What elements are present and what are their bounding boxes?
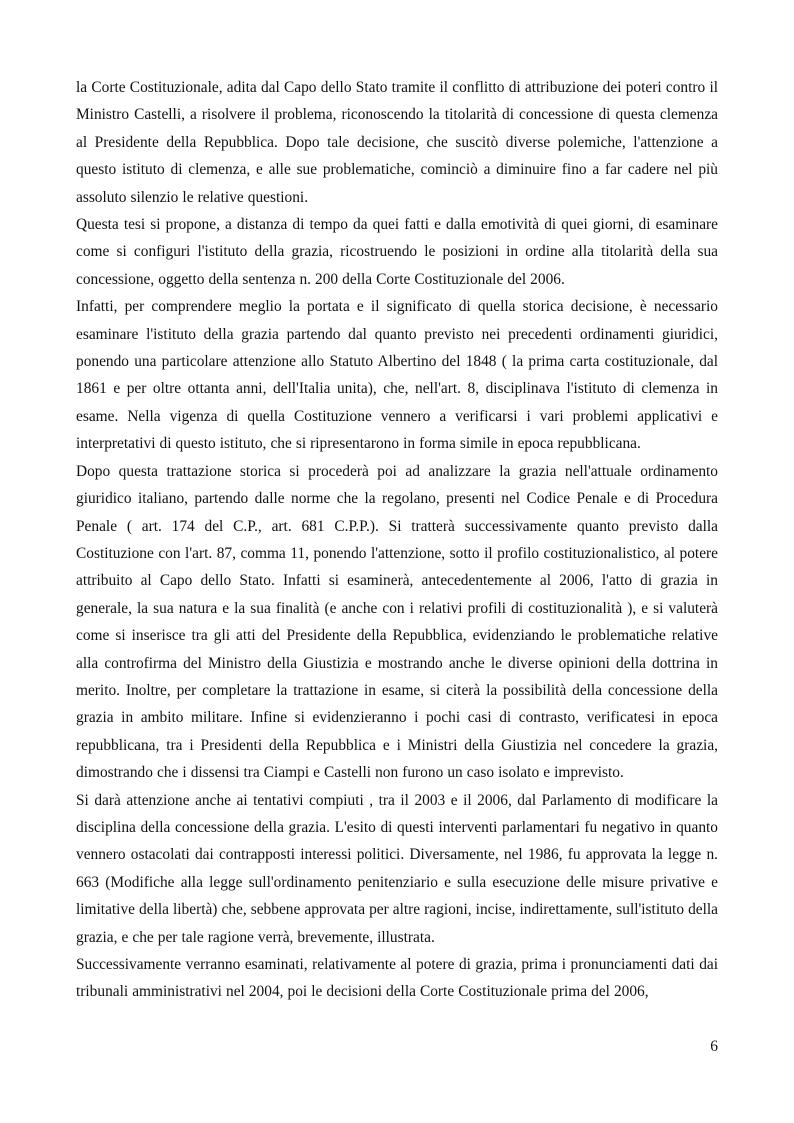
paragraph-intro-continuation: la Corte Costituzionale, adita dal Capo dello Stato tramite il conflitto di attribuzione dei poteri contro il Ministro Castelli, a risolvere il problema, riconoscendo la titolarità di concessione di questa clemenza al Presidente della Repubblica. Dopo tale decisione, che suscitò diverse polemiche, l'attenzione a questo istituto di clemenza, e alle sue problematiche, cominciò a diminuire fino a far cadere nel più assoluto silenzio le relative questioni. — [76, 79, 718, 206]
paragraph-statuto-albertino: Infatti, per comprendere meglio la portata e il significato di quella storica decisione, è necessario esaminare l'istituto della grazia partendo dal quanto previsto nei precedenti ordinamenti giuridici, ponendo una particolare attenzione allo Statuto Albertino del 1848 ( la prima carta costituzionale, dal 1861 e per oltre ottanta anni, dell'Italia unita), che, nell'art. 8, disciplinava l'istituto di clemenza in esame. Nella vigenza di quella Costituzione vennero a verificarsi i vari problemi applicativi e interpretativi di questo istituto, che si ripresentarono in forma simile in epoca repubblicana. — [76, 298, 718, 453]
paragraph-parliamentary-attempts: Si darà attenzione anche ai tentativi compiuti , tra il 2003 e il 2006, dal Parlamento di modificare la disciplina della concessione della grazia. L'esito di questi interventi parlamentari fu negativo in quanto vennero ostacolati dai contrapposti interessi politici. Diversamente, nel 1986, fu approvata la legge n. 663 (Modifiche alla legge sull'ordinamento penitenziario e sulla esecuzione delle misure privative e limitative della libertà) che, sebbene approvata per altre ragioni, incise, indirettamente, sull'istituto della grazia, e che per tale ragione verrà, brevemente, illustrata. — [76, 791, 718, 946]
paragraph-court-decisions: Successivamente verranno esaminati, relativamente al potere di grazia, prima i pronunciamenti dati dai tribunali amministrativi nel 2004, poi le decisioni della Corte Costituzionale prima del 2006, — [76, 956, 718, 1001]
body-text — [76, 74, 718, 1006]
paragraph-thesis-purpose: Questa tesi si propone, a distanza di tempo da quei fatti e dalla emotività di quei giorni, di esaminare come si configuri l'istituto della grazia, ricostruendo le posizioni in ordine alla titolarità della sua concessione, oggetto della sentenza n. 200 della Corte Costituzionale del 2006. — [76, 216, 718, 288]
page-number: 6 — [710, 1038, 718, 1055]
paragraph-current-legal-order: Dopo questa trattazione storica si procederà poi ad analizzare la grazia nell'attuale ordinamento giuridico italiano, partendo dalle norme che la regolano, presenti nel Codice Penale e di Procedura Penale ( art. 174 del C.P., art. 681 C.P.P.). Si tratterà successivamente quanto previsto dalla Costituzione con l'art. 87, comma 11, ponendo l'attenzione, sotto il profilo costituzionalistico, al potere attribuito al Capo dello Stato. Infatti si esaminerà, antecedentemente al 2006, l'atto di grazia in generale, la sua natura e la sua finalità (e anche con i relativi profili di costituzionalità ), e si valuterà come si inserisce tra gli atti del Presidente della Repubblica, evidenziando le problematiche relative alla controfirma del Ministro della Giustizia e mostrando anche le diverse opinioni della dottrina in merito. Inoltre, per completare la trattazione in esame, si citerà la possibilità della concessione della grazia in ambito militare. Infine si evidenzieranno i pochi casi di contrasto, verificatesi in epoca repubblicana, tra i Presidenti della Repubblica e i Ministri della Giustizia nel concedere la grazia, dimostrando che i dissensi tra Ciampi e Castelli non furono un caso isolato e imprevisto. — [76, 462, 718, 782]
